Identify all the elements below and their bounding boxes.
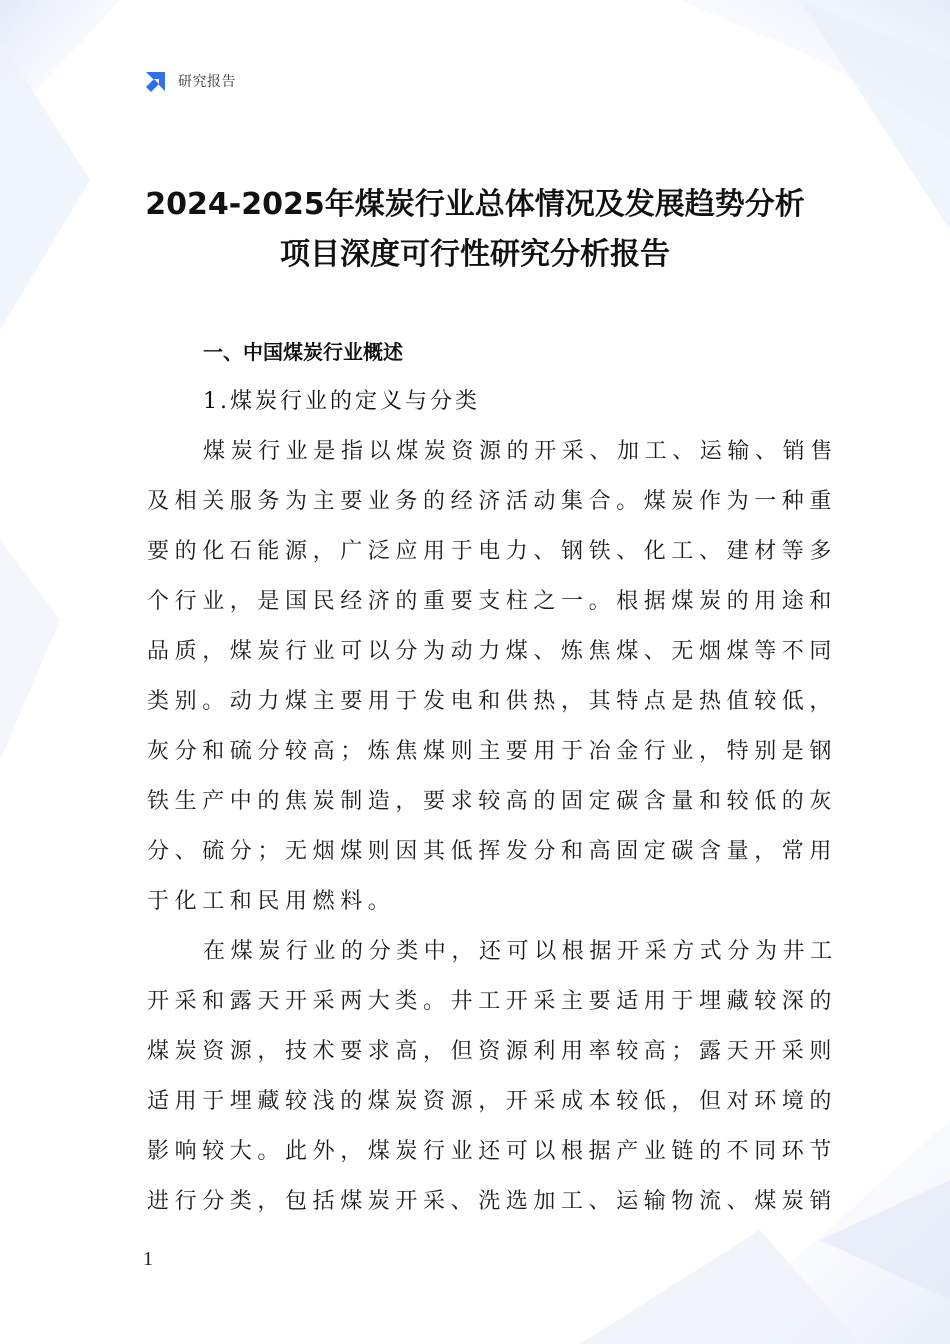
header-label: 研究报告 xyxy=(178,74,236,90)
arrow-up-right-logo-icon xyxy=(143,68,169,94)
document-title xyxy=(100,180,850,280)
paragraph-line: 于化工和民用燃料。 xyxy=(147,889,396,914)
paragraph-line: 影响较大。此外，煤炭行业还可以根据产业链的不同环节 xyxy=(147,1139,838,1164)
section-heading: 一、中国煤炭行业概述 xyxy=(203,340,403,364)
paragraph-line: 进行分类，包括煤炭开采、洗选加工、运输物流、煤炭销 xyxy=(147,1189,838,1214)
paragraph-line: 及相关服务为主要业务的经济活动集合。煤炭作为一种重 xyxy=(147,489,838,514)
title-line-1: 2024-2025年煤炭行业总体情况及发展趋势分析 xyxy=(145,187,805,222)
paragraph-line: 适用于埋藏较浅的煤炭资源，开采成本较低，但对环境的 xyxy=(147,1089,838,1114)
document-body xyxy=(147,327,838,1227)
paragraph-line: 煤炭资源，技术要求高，但资源利用率较高；露天开采则 xyxy=(147,1039,838,1064)
paragraph-line: 品质，煤炭行业可以分为动力煤、炼焦煤、无烟煤等不同 xyxy=(147,639,838,664)
paragraph-line: 分、硫分；无烟煤则因其低挥发分和高固定碳含量，常用 xyxy=(147,839,838,864)
paragraph-line: 开采和露天开采两大类。井工开采主要适用于埋藏较深的 xyxy=(147,989,838,1014)
title-line-2: 项目深度可行性研究分析报告 xyxy=(280,237,670,272)
paragraph-1 xyxy=(147,427,838,927)
paragraph-line: 铁生产中的焦炭制造，要求较高的固定碳含量和较低的灰 xyxy=(147,789,838,814)
page-number: 1 xyxy=(143,1248,153,1270)
paragraph-line: 在煤炭行业的分类中，还可以根据开采方式分为井工 xyxy=(203,939,838,964)
paragraph-line: 个行业，是国民经济的重要支柱之一。根据煤炭的用途和 xyxy=(147,589,838,614)
document-header xyxy=(143,66,236,96)
paragraph-2 xyxy=(147,927,838,1227)
paragraph-line: 煤炭行业是指以煤炭资源的开采、加工、运输、销售 xyxy=(203,439,838,464)
paragraph-line: 灰分和硫分较高；炼焦煤则主要用于冶金行业，特别是钢 xyxy=(147,739,838,764)
paragraph-line: 类别。动力煤主要用于发电和供热，其特点是热值较低， xyxy=(147,689,838,714)
section-subheading: 1.煤炭行业的定义与分类 xyxy=(203,389,480,414)
paragraph-line: 要的化石能源，广泛应用于电力、钢铁、化工、建材等多 xyxy=(147,539,838,564)
